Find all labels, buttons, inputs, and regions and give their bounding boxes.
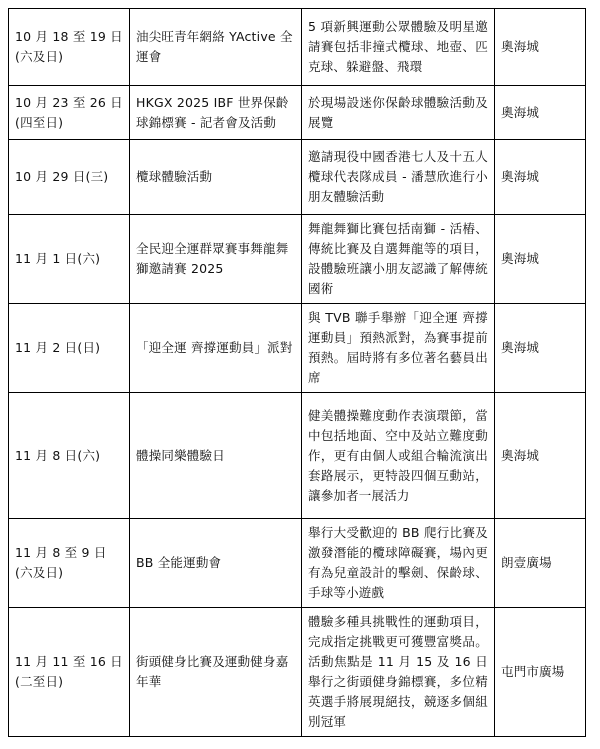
description-cell: 與 TVB 聯手舉辦「迎全運 齊撐運動員」預熱派對，為賽事提前預熱。屆時將有多位著名藝員出席 — [302, 304, 495, 393]
description-cell: 5 項新興運動公眾體驗及明星邀請賽包括非撞式欖球、地壺、匹克球、躲避盤、飛環 — [302, 9, 495, 86]
events-table-container — [8, 8, 585, 737]
venue-cell: 奧海城 — [495, 393, 586, 519]
date-cell: 10 月 23 至 26 日 (四至日) — [9, 86, 130, 140]
table-row — [9, 86, 586, 140]
venue-cell: 奧海城 — [495, 304, 586, 393]
date-cell: 11 月 2 日(日) — [9, 304, 130, 393]
date-cell: 11 月 8 日(六) — [9, 393, 130, 519]
event-cell: 「迎全運 齊撐運動員」派對 — [130, 304, 302, 393]
table-row — [9, 215, 586, 304]
description-cell: 舉行大受歡迎的 BB 爬行比賽及激發潛能的欖球障礙賽，場內更有為兒童設計的擊劍、保齡球、手球等小遊戲 — [302, 519, 495, 608]
table-row — [9, 304, 586, 393]
date-cell: 11 月 8 至 9 日 (六及日) — [9, 519, 130, 608]
description-cell: 健美體操難度動作表演環節，當中包括地面、空中及站立難度動作，更有由個人或組合輪流演出套路展示，更特設四個互動站，讓參加者一展活力 — [302, 393, 495, 519]
event-cell: 油尖旺青年網絡 YActive 全運會 — [130, 9, 302, 86]
date-cell: 10 月 29 日(三) — [9, 140, 130, 215]
description-cell: 於現場設迷你保齡球體驗活動及展覽 — [302, 86, 495, 140]
table-row — [9, 608, 586, 737]
description-cell: 邀請現役中國香港七人及十五人欖球代表隊成員 - 潘慧欣進行小朋友體驗活動 — [302, 140, 495, 215]
event-cell: 全民迎全運群眾賽事舞龍舞獅邀請賽 2025 — [130, 215, 302, 304]
description-cell: 體驗多種具挑戰性的運動項目，完成指定挑戰更可獲豐富獎品。活動焦點是 11 月 15 及 16 日舉行之街頭健身錦標賽，多位精英選手將展現絕技，競逐多個組別冠軍 — [302, 608, 495, 737]
table-row — [9, 519, 586, 608]
venue-cell: 奧海城 — [495, 140, 586, 215]
description-cell: 舞龍舞獅比賽包括南獅 - 活樁、傳統比賽及自選舞龍等的項目，設體驗班讓小朋友認識了解傳統國術 — [302, 215, 495, 304]
event-cell: 體操同樂體驗日 — [130, 393, 302, 519]
venue-cell: 屯門市廣場 — [495, 608, 586, 737]
date-cell: 11 月 1 日(六) — [9, 215, 130, 304]
event-cell: 街頭健身比賽及運動健身嘉年華 — [130, 608, 302, 737]
date-cell: 10 月 18 至 19 日 (六及日) — [9, 9, 130, 86]
venue-cell: 朗壹廣場 — [495, 519, 586, 608]
venue-cell: 奧海城 — [495, 9, 586, 86]
events-table — [8, 8, 586, 737]
venue-cell: 奧海城 — [495, 215, 586, 304]
table-row — [9, 140, 586, 215]
table-row — [9, 9, 586, 86]
event-cell: HKGX 2025 IBF 世界保齡球錦標賽 - 記者會及活動 — [130, 86, 302, 140]
event-cell: BB 全能運動會 — [130, 519, 302, 608]
venue-cell: 奧海城 — [495, 86, 586, 140]
table-row — [9, 393, 586, 519]
event-cell: 欖球體驗活動 — [130, 140, 302, 215]
date-cell: 11 月 11 至 16 日 (二至日) — [9, 608, 130, 737]
